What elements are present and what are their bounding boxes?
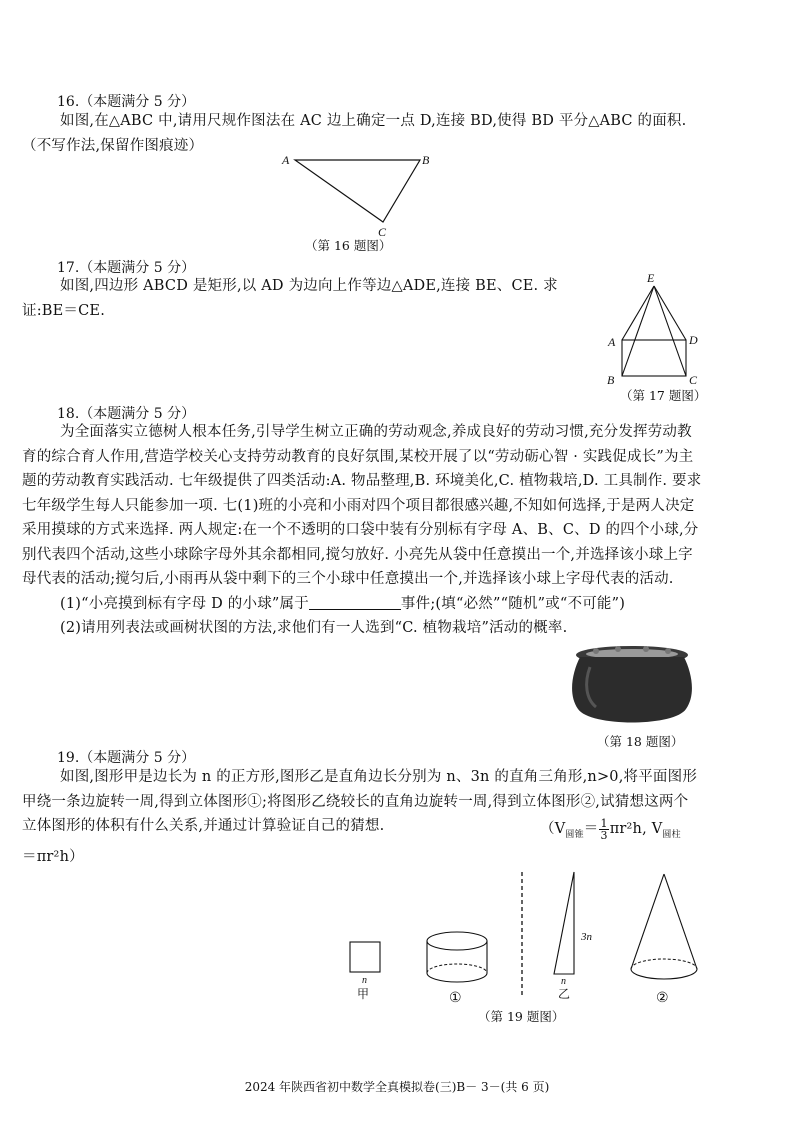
q18-title: 18.（本题满分 5 分）: [57, 406, 196, 422]
q19-label-yi: 乙: [558, 987, 571, 1001]
q16-title: 16.（本题满分 5 分）: [57, 94, 196, 110]
q19-text: 如图,图形甲是边长为 n 的正方形,图形乙是直角边长分别为 n、3n 的直角三角形,n>0,将平面图形甲绕一条边旋转一周,得到立体图形①;将图形乙绕较长的直角边旋转一周,得到立体图形②,试猜想这两个立体图形的体积有什么关系,并通过计算验证自己的猜想.: [22, 769, 698, 834]
q17-text: 如图,四边形 ABCD 是矩形,以 AD 为边向上作等边△ADE,连接 BE、CE. 求证:BE＝CE.: [22, 278, 558, 319]
q18-sub1: [60, 592, 720, 617]
q16-caption: （第 16 题图）: [305, 238, 392, 253]
q19-fraction: $\frac{1}{3}$: [600, 816, 608, 842]
q19-formula-end: ＝πr²h）: [22, 849, 84, 865]
q16-triangle: [295, 160, 420, 222]
q19-triangle-3n: 3n: [581, 931, 592, 943]
q19-label-jia: 甲: [357, 987, 370, 1001]
q19-label-two: ②: [656, 991, 669, 1006]
q19-square: [350, 942, 380, 972]
q19-title: 19.（本题满分 5 分）: [57, 750, 196, 766]
q16-figure: [280, 150, 440, 240]
q19-figure: [340, 868, 710, 1008]
q19-label-one: ①: [449, 991, 462, 1006]
q18-bag-image: [566, 643, 696, 733]
q17-rectangle: [622, 340, 686, 376]
q18-caption: （第 18 题图）: [597, 734, 684, 749]
q17-label-c: C: [689, 373, 698, 387]
q17-title: 17.（本题满分 5 分）: [57, 260, 196, 276]
page-footer: 2024 年陕西省初中数学全真模拟卷(三)B－ 3－(共 6 页): [244, 1080, 550, 1094]
q19-triangle-n: n: [561, 976, 566, 987]
q17-label-b: B: [607, 373, 615, 387]
q17-figure: [600, 266, 710, 388]
q19-formula: （$V_{圆锥}=$ $\frac{1}{3}$ πr²h, $V_{圆柱}$: [540, 816, 681, 842]
q16-label-b: B: [422, 153, 430, 167]
q19-square-n: n: [362, 975, 367, 986]
q16-label-a: A: [282, 153, 290, 167]
q19-right-triangle: [554, 872, 574, 974]
q16-label-c: C: [378, 225, 387, 239]
q18-answer-blank[interactable]: [309, 595, 401, 610]
q18-text: 为全面落实立德树人根本任务,引导学生树立正确的劳动观念,养成良好的劳动习惯,充分发挥劳动教育的综合育人作用,营造学校关心支持劳动教育的良好氛围,某校开展了以“劳动砺心智 · 实践促成长”为主题的劳动教育实践活动. 七年级提供了四类活动:A. 物品整理,B. 环境美化,C. 植物栽培,D. 工具制作. 要求七年级学生每人只能参加一项. 七(1)班的小亮和小雨对四个项目都很感兴趣,不知如何选择,于是两人决定采用摸球的方式来选择. 两人规定:在一个不透明的口袋中装有分别标有字母 A、B、C、D 的四个小球,分别代表四个活动,这些小球除字母外其余都相同,搅匀放好. 小亮先从袋中任意摸出一个,并选择该小球上字母代表的活动;搅匀后,小雨再从袋中剩下的三个小球中任意摸出一个,并选择该小球上字母代表的活动.: [22, 424, 702, 587]
q17-caption: （第 17 题图）: [620, 388, 707, 403]
q16-text: 如图,在△ABC 中,请用尺规作图法在 AC 边上确定一点 D,连接 BD,使得 BD 平分△ABC 的面积.（不写作法,保留作图痕迹）: [22, 113, 687, 154]
q19-cone-base: [631, 969, 697, 979]
q18-sub1-a: (1)“小亮摸到标有字母 D 的小球”属于: [60, 596, 309, 612]
q18-sub1-b: 事件;(填“必然”“随机”或“不可能”): [400, 596, 626, 612]
q19-cylinder-top: [427, 932, 487, 950]
q19-cylinder-bottom: [427, 973, 487, 982]
q17-label-d: D: [689, 333, 698, 347]
q18-sub2: (2)请用列表法或画树状图的方法,求他们有一人选到“C. 植物栽培”活动的概率.: [60, 620, 568, 636]
q17-label-e: E: [647, 271, 655, 285]
q17-label-a: A: [608, 335, 616, 349]
q19-caption: （第 19 题图）: [478, 1009, 565, 1024]
